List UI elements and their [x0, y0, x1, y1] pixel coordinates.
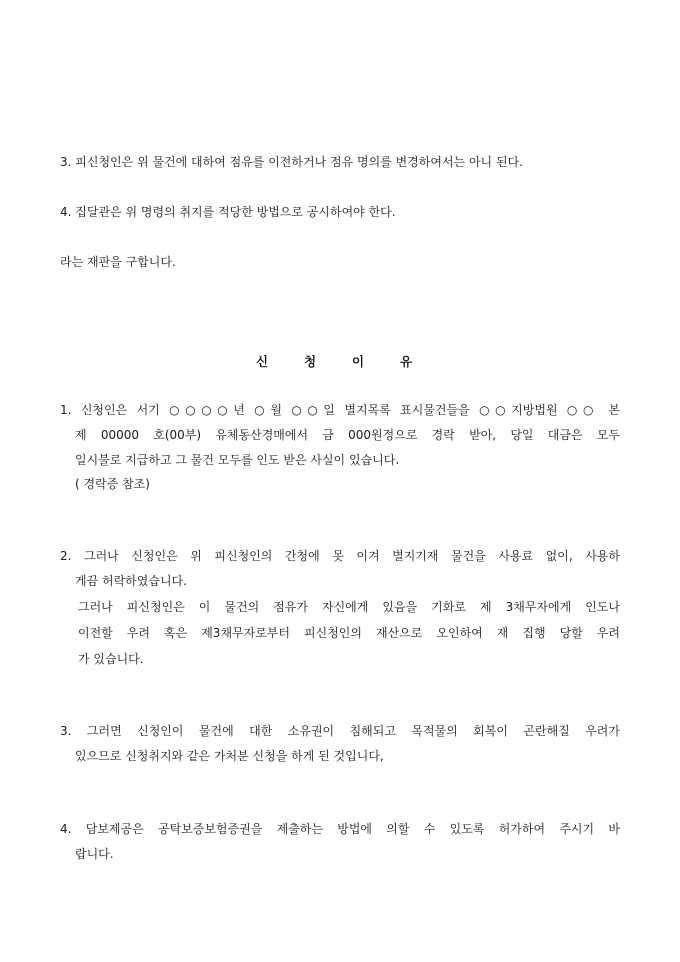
- reason-2-line-5: 가 있습니다.: [78, 652, 144, 666]
- closing-statement: 라는 재판을 구합니다.: [60, 255, 176, 269]
- reason-1-line-2: 제 00000 호(00부) 유체동산경매에서 금 000원정으로 경락 받아, 당일 대금은 모두: [75, 428, 620, 442]
- order-item-4: 4. 집달관은 위 명령의 취지를 적당한 방법으로 공시하여야 한다.: [60, 205, 396, 219]
- reason-4-line-2: 랍니다.: [75, 847, 114, 861]
- reason-4-line-1: 4. 담보제공은 공탁보증보험증권을 제출하는 방법에 의할 수 있도록 허가하여 주시기 바: [60, 822, 620, 836]
- heading-char-4: 유: [400, 354, 413, 369]
- reason-2-line-2: 게끔 허락하였습니다.: [75, 574, 187, 588]
- reason-1-line-4: ( 경락증 참조): [75, 477, 150, 491]
- reason-2-line-1: 2. 그러나 신청인은 위 피신청인의 간청에 못 이겨 별지기재 물건을 사용료 없이, 사용하: [60, 549, 620, 563]
- reason-2-line-3: 그러나 피신청인은 이 물건의 점유가 자신에게 있음을 기화로 제 3채무자에게 인도나: [78, 600, 620, 614]
- heading-char-1: 신: [256, 354, 269, 369]
- reason-1-line-3: 일시불로 지급하고 그 물건 모두를 인도 받은 사실이 있습니다.: [75, 453, 400, 467]
- reason-3-line-1: 3. 그러면 신청인이 물건에 대한 소유권이 침해되고 목적물의 회복이 곤란해질 우려가: [60, 724, 620, 738]
- reason-2-line-4: 이전할 우려 혹은 제3채무자로부터 피신청인의 재산으로 오인하여 재 집행 당할 우려: [78, 626, 620, 640]
- heading-char-3: 이: [352, 354, 365, 369]
- order-item-3: 3. 피신청인은 위 물건에 대하여 점유를 이전하거나 점유 명의를 변경하여서는 아니 된다.: [60, 155, 523, 169]
- reason-3-line-2: 있으므로 신청취지와 같은 가처분 신청을 하게 된 것입니다,: [75, 749, 384, 763]
- reasons-heading: [0, 352, 680, 370]
- reason-1-line-1: 1. 신청인은 서기 ○○○○년 ○월 ○○일 별지목록 표시물건들을 ○○지방법원 ○○ 본: [60, 403, 620, 417]
- heading-char-2: 청: [304, 354, 317, 369]
